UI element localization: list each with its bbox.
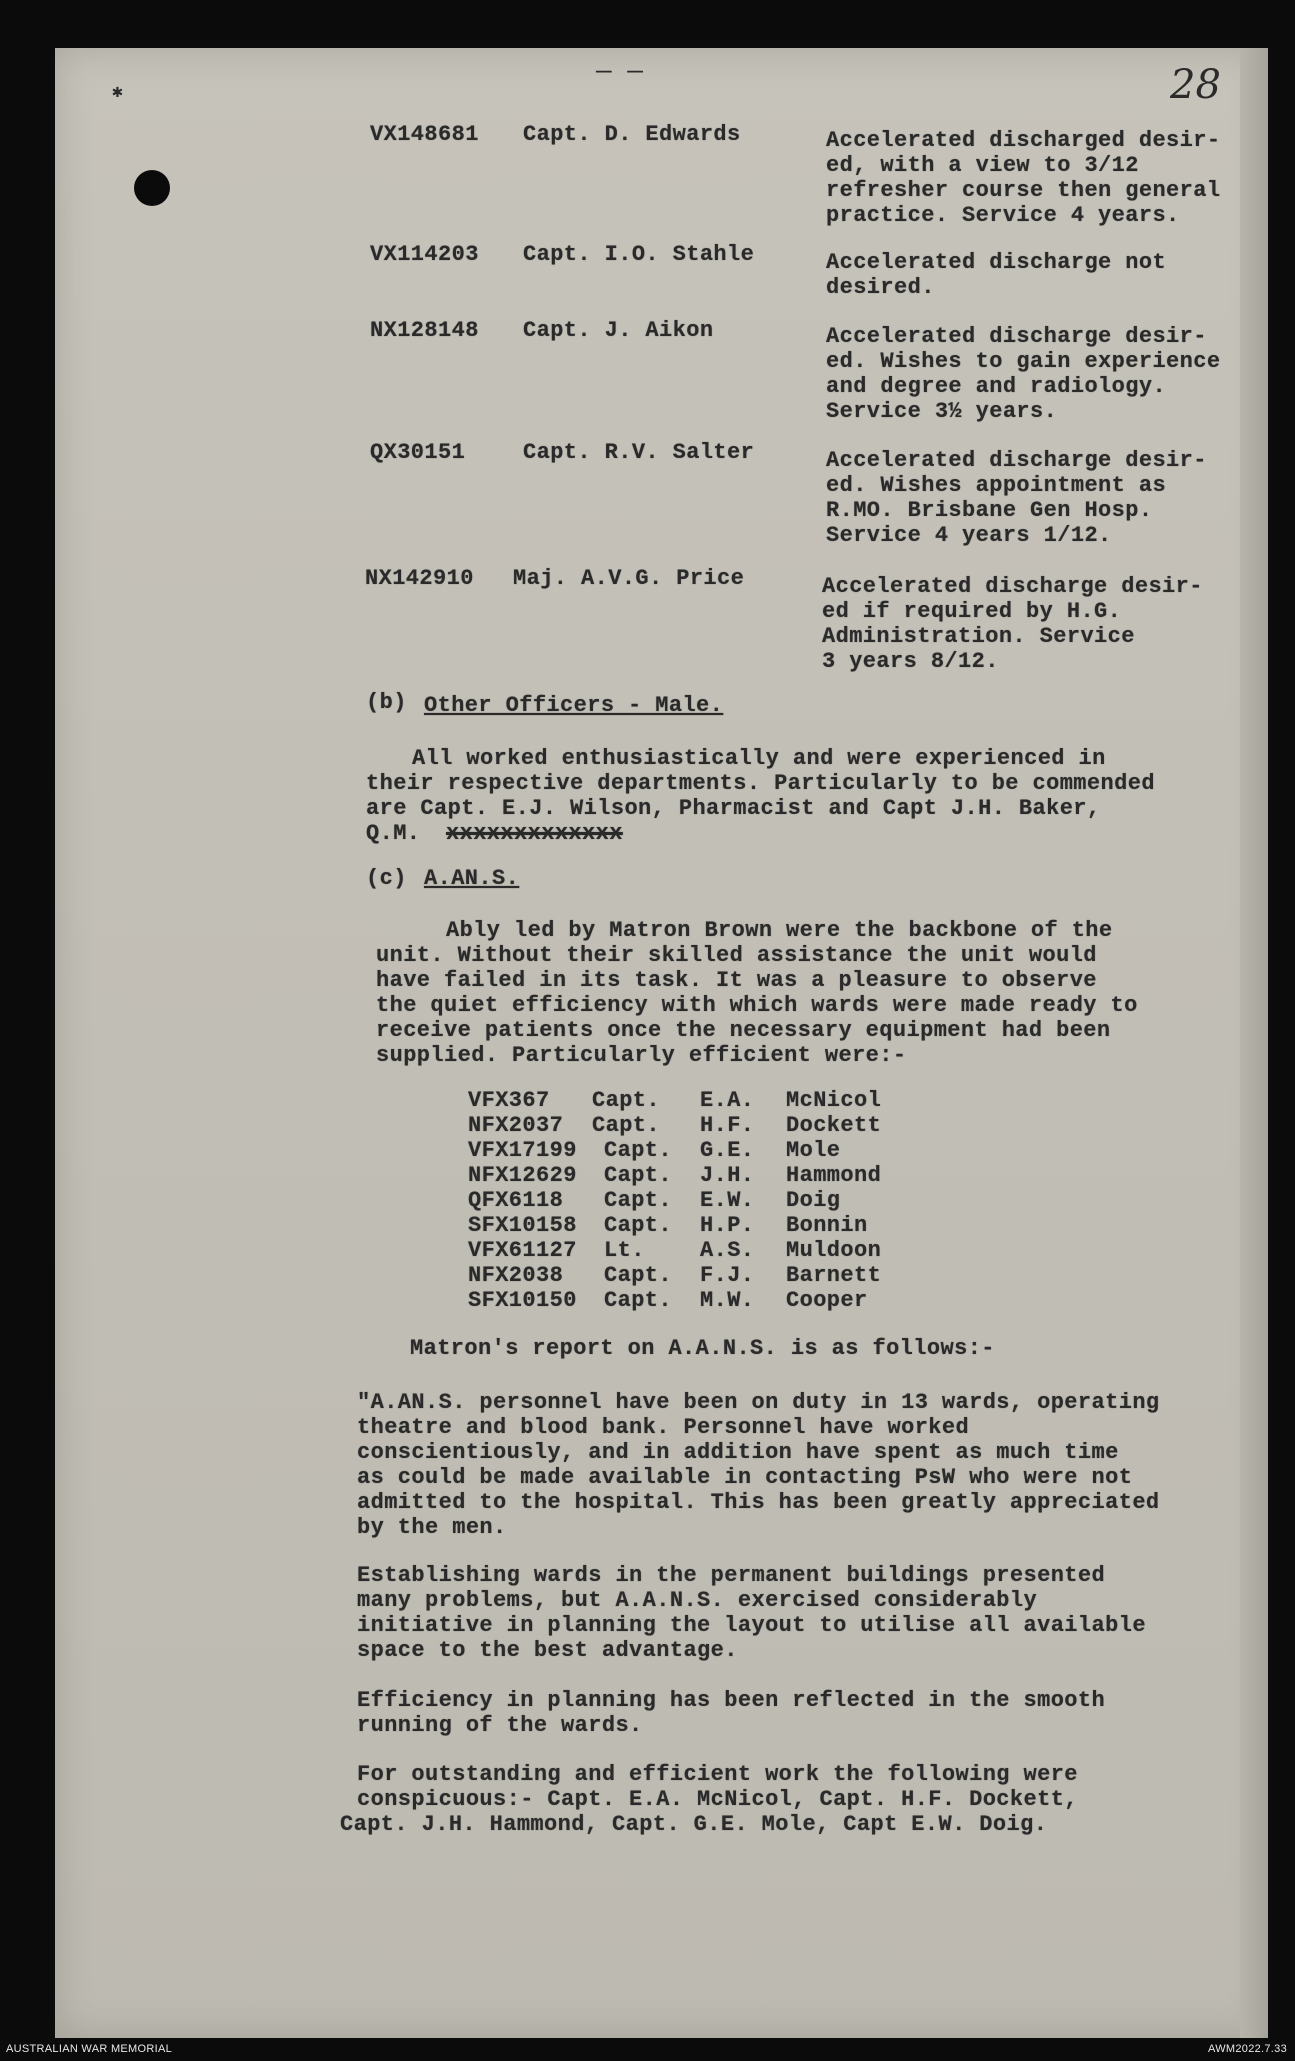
officer-number: QX30151: [370, 440, 466, 465]
top-dash: — —: [596, 56, 643, 86]
sister-initials: E.W.: [700, 1188, 755, 1213]
matron-report-line: admitted to the hospital. This has been greatly appreciated: [357, 1490, 1160, 1515]
matron-report-line: many problems, but A.A.N.S. exercised considerably: [357, 1588, 1038, 1613]
sister-initials: H.F.: [700, 1113, 755, 1138]
matron-report-line: For outstanding and efficient work the following were: [357, 1762, 1078, 1787]
page-edge: [1240, 48, 1268, 2038]
matron-report-line: theatre and blood bank. Personnel have worked: [357, 1415, 970, 1440]
matron-report-line: Capt. J.H. Hammond, Capt. G.E. Mole, Capt E.W. Doig.: [340, 1812, 1048, 1837]
officer-number: VX148681: [370, 122, 479, 147]
matron-report-line: space to the best advantage.: [357, 1638, 738, 1663]
officer-remarks: R.MO. Brisbane Gen Hosp.: [826, 498, 1153, 523]
sister-number: NFX2038: [468, 1263, 564, 1288]
matron-report-line: "A.AN.S. personnel have been on duty in 13 wards, operating: [357, 1390, 1160, 1415]
sister-initials: G.E.: [700, 1138, 755, 1163]
sister-rank: Capt.: [604, 1138, 673, 1163]
officer-number: NX142910: [365, 566, 474, 591]
section-c-line: unit. Without their skilled assistance the unit would: [376, 943, 1097, 968]
sister-initials: E.A.: [700, 1088, 755, 1113]
matron-report-intro: Matron's report on A.A.N.S. is as follows:-: [410, 1336, 995, 1361]
officer-remarks: ed. Wishes to gain experience: [826, 349, 1221, 374]
matron-report-line: initiative in planning the layout to utilise all available: [357, 1613, 1146, 1638]
officer-number: NX128148: [370, 318, 479, 343]
sister-rank: Lt.: [604, 1238, 645, 1263]
footer-reference: AWM2022.7.33: [1207, 2043, 1287, 2055]
sister-name: Hammond: [786, 1163, 882, 1188]
section-b-heading: Other Officers - Male.: [424, 693, 724, 718]
sister-number: NFX2037: [468, 1113, 564, 1138]
sister-name: Muldoon: [786, 1238, 882, 1263]
officer-remarks: desired.: [826, 275, 935, 300]
sister-rank: Capt.: [592, 1088, 661, 1113]
officer-remarks: ed, with a view to 3/12: [826, 153, 1139, 178]
sister-number: SFX10158: [468, 1213, 577, 1238]
sister-name: Bonnin: [786, 1213, 868, 1238]
sister-rank: Capt.: [604, 1263, 673, 1288]
sister-name: Dockett: [786, 1113, 882, 1138]
section-b-line: are Capt. E.J. Wilson, Pharmacist and Capt J.H. Baker,: [366, 796, 1101, 821]
sister-number: VFX17199: [468, 1138, 577, 1163]
sister-name: Barnett: [786, 1263, 882, 1288]
sister-initials: J.H.: [700, 1163, 755, 1188]
sister-name: McNicol: [786, 1088, 882, 1113]
officer-remarks: Accelerated discharge desir-: [826, 448, 1207, 473]
sister-number: QFX6118: [468, 1188, 564, 1213]
sister-number: VFX61127: [468, 1238, 577, 1263]
matron-report-line: Establishing wards in the permanent buildings presented: [357, 1563, 1106, 1588]
sister-number: VFX367: [468, 1088, 550, 1113]
officer-remarks: Accelerated discharge not: [826, 250, 1167, 275]
section-c-prefix: (c): [366, 866, 407, 891]
officer-remarks: Accelerated discharge desir-: [822, 574, 1203, 599]
officer-remarks: refresher course then general: [826, 178, 1221, 203]
matron-report-line: conscientiously, and in addition have spent as much time: [357, 1440, 1119, 1465]
section-b-line: their respective departments. Particularly to be commended: [366, 771, 1155, 796]
sister-initials: F.J.: [700, 1263, 755, 1288]
sister-rank: Capt.: [604, 1163, 673, 1188]
matron-report-line: as could be made available in contacting PsW who were not: [357, 1465, 1133, 1490]
footer-source: AUSTRALIAN WAR MEMORIAL: [6, 2043, 173, 2055]
struck-text: xxxxxxxxxxxxx: [446, 821, 623, 846]
officer-remarks: ed if required by H.G.: [822, 599, 1122, 624]
sister-rank: Capt.: [604, 1213, 673, 1238]
section-b-prefix: (b): [366, 690, 407, 715]
ink-smudge: ✱: [112, 83, 123, 103]
section-b-line: Q.M.: [366, 821, 421, 846]
sister-name: Doig: [786, 1188, 841, 1213]
matron-report-line: by the men.: [357, 1515, 507, 1540]
officer-name: Capt. D. Edwards: [523, 122, 741, 147]
sister-initials: H.P.: [700, 1213, 755, 1238]
section-c-line: receive patients once the necessary equipment had been: [376, 1018, 1111, 1043]
officer-remarks: ed. Wishes appointment as: [826, 473, 1167, 498]
officer-remarks: Service 3½ years.: [826, 399, 1058, 424]
page-number: 28: [1170, 62, 1221, 108]
officer-name: Capt. R.V. Salter: [523, 440, 755, 465]
sister-rank: Capt.: [604, 1188, 673, 1213]
section-c-line: supplied. Particularly efficient were:-: [376, 1043, 907, 1068]
sister-name: Cooper: [786, 1288, 868, 1313]
officer-number: VX114203: [370, 242, 479, 267]
sister-initials: A.S.: [700, 1238, 755, 1263]
officer-remarks: practice. Service 4 years.: [826, 203, 1180, 228]
section-b-line: All worked enthusiastically and were experienced in: [412, 746, 1106, 771]
section-c-line: Ably led by Matron Brown were the backbone of the: [446, 918, 1113, 943]
officer-name: Maj. A.V.G. Price: [513, 566, 745, 591]
matron-report-line: running of the wards.: [357, 1713, 643, 1738]
sister-initials: M.W.: [700, 1288, 755, 1313]
officer-remarks: Service 4 years 1/12.: [826, 523, 1112, 548]
section-c-line: have failed in its task. It was a pleasure to observe: [376, 968, 1097, 993]
officer-remarks: Administration. Service: [822, 624, 1135, 649]
sister-number: NFX12629: [468, 1163, 577, 1188]
sister-rank: Capt.: [592, 1113, 661, 1138]
officer-name: Capt. J. Aikon: [523, 318, 714, 343]
section-c-line: the quiet efficiency with which wards were made ready to: [376, 993, 1138, 1018]
matron-report-line: Efficiency in planning has been reflected in the smooth: [357, 1688, 1106, 1713]
officer-remarks: 3 years 8/12.: [822, 649, 999, 674]
officer-name: Capt. I.O. Stahle: [523, 242, 755, 267]
officer-remarks: and degree and radiology.: [826, 374, 1167, 399]
section-c-heading: A.AN.S.: [424, 866, 520, 891]
sister-number: SFX10150: [468, 1288, 577, 1313]
sister-name: Mole: [786, 1138, 841, 1163]
punch-hole: [134, 170, 170, 206]
officer-remarks: Accelerated discharged desir-: [826, 128, 1221, 153]
officer-remarks: Accelerated discharge desir-: [826, 324, 1207, 349]
sister-rank: Capt.: [604, 1288, 673, 1313]
matron-report-line: conspicuous:- Capt. E.A. McNicol, Capt. H.F. Dockett,: [357, 1787, 1078, 1812]
